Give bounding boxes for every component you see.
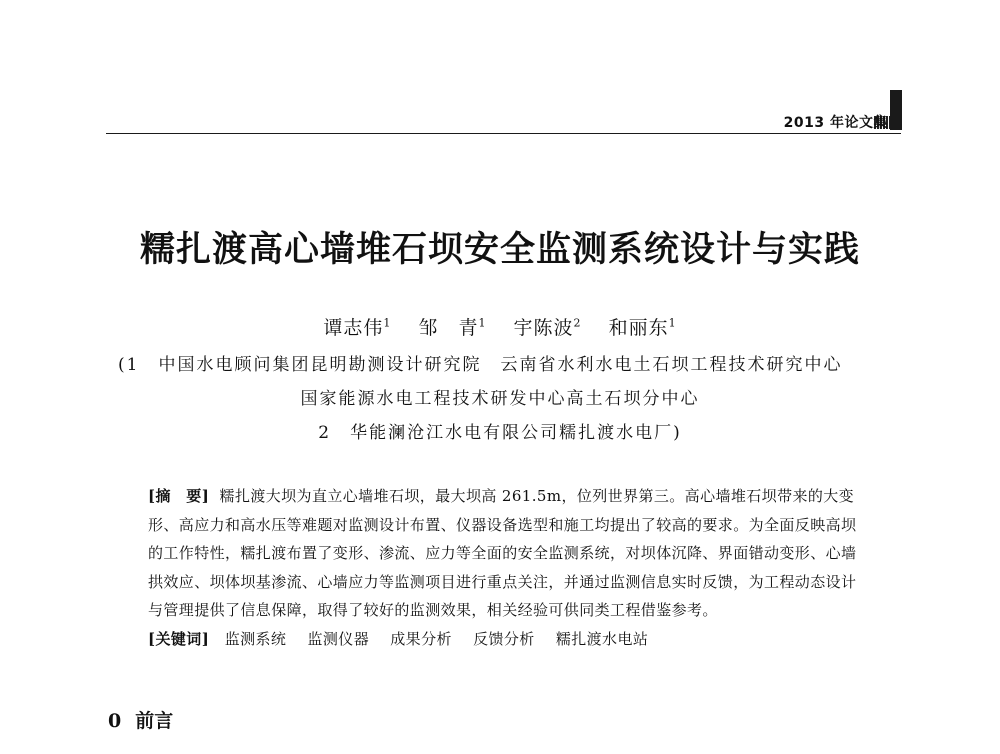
header-decoration [890, 90, 902, 130]
author-name: 邹 青 [418, 317, 479, 339]
abstract-text: 糯扎渡大坝为直立心墙堆石坝，最大坝高 261.5m，位列世界第三。高心墙堆石坝带来的大变形、高应力和高水压等难题对监测设计布置、仪器设备选型和施工均提出了较高的要求。为全面反映高坝的工作特性，糯扎渡布置了变形、渗流、应力等全面的安全监测系统，对坝体沉降、界面错动变形、心墙拱效应、坝体坝基渗流、心墙应力等监测项目进行重点关注，并通过监测信息实时反馈，为工程动态设计与管理提供了信息保障，取得了较好的监测效果，相关经验可供同类工程借鉴参考。 [148, 487, 857, 619]
abstract-label: [摘 要] [148, 487, 210, 505]
author [514, 317, 582, 339]
affiliation-line: 2 华能澜沧江水电有限公司糯扎渡水电厂) [318, 423, 682, 443]
author [609, 317, 677, 339]
keyword: 反馈分析 [473, 629, 535, 648]
keyword: 监测仪器 [307, 629, 370, 648]
section-number: 0 [108, 710, 122, 732]
affiliation-line: 国家能源水电工程技术研发中心高土石坝分中心 [300, 389, 700, 409]
affiliation-line: (1 中国水电顾问集团昆明勘测设计研究院 云南省水利水电土石坝工程技术研究中心 [118, 355, 843, 375]
abstract-paragraph [148, 482, 868, 625]
author-affiliation-mark: 1 [383, 316, 392, 330]
section-title: 前言 [135, 710, 174, 732]
header-rule [106, 133, 901, 134]
running-header: 2013 年论文集 [783, 115, 888, 131]
paper-title: 糯扎渡高心墙堆石坝安全监测系统设计与实践 [139, 229, 860, 270]
keyword: 监测系统 [224, 629, 287, 648]
keyword: 糯扎渡水电站 [555, 629, 649, 648]
author-affiliation-mark: 2 [573, 316, 582, 330]
author-list [0, 313, 1000, 340]
author-name: 谭志伟 [323, 317, 384, 339]
author-affiliation-mark: 1 [668, 316, 677, 330]
author-name: 宇陈波 [513, 317, 574, 339]
abstract [148, 482, 868, 653]
author-affiliation-mark: 1 [478, 316, 487, 330]
keyword: 成果分析 [390, 629, 452, 648]
keywords [148, 625, 868, 654]
section-heading [108, 706, 173, 733]
author [418, 317, 486, 339]
author-name: 和丽东 [608, 317, 669, 339]
keywords-label: [关键词] [148, 629, 210, 648]
author [323, 317, 391, 339]
